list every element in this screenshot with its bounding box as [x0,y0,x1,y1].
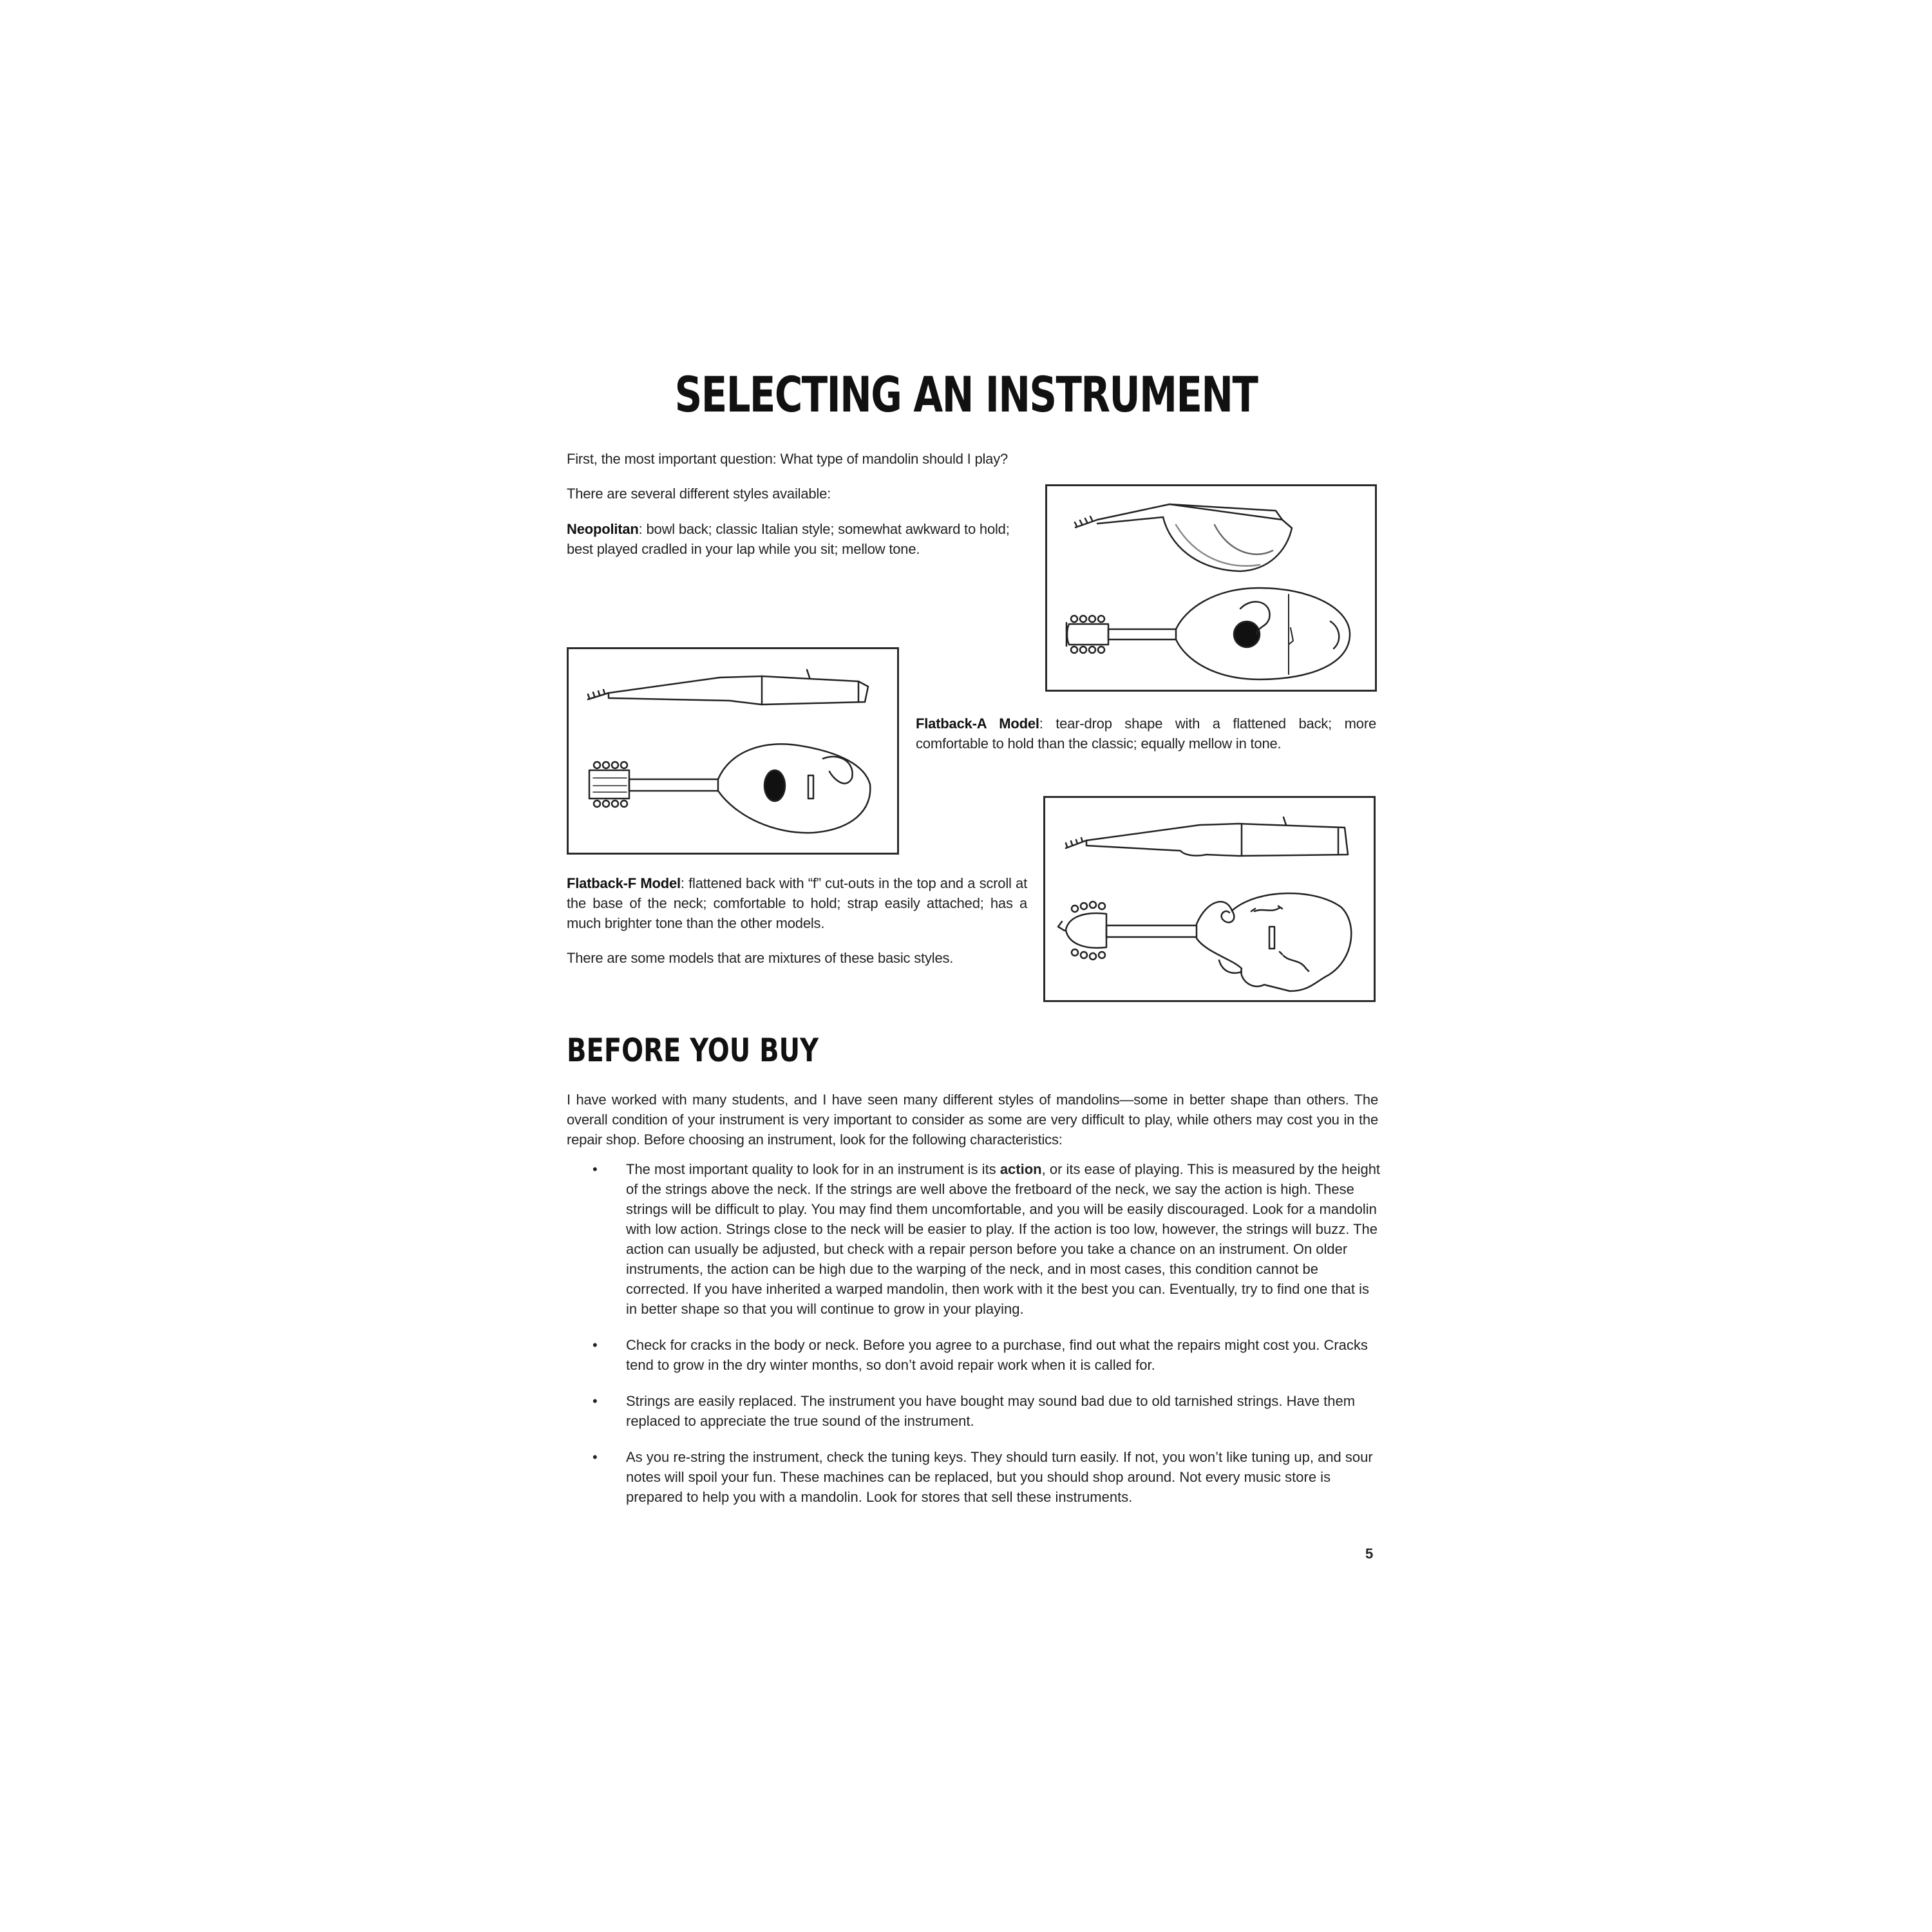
list-item: • As you re-string the instrument, check the tuning keys. They should turn easily. If not, you won’t like tuning up, and sour notes will spoil your fun. These machines can be replaced, but you should shop around. Not every music store is prepared to help you with a mandolin. Look for stores that sell these instruments. [592,1447,1381,1507]
flatback-f-text: : flattened back with “f” cut-outs in the top and a scroll at the base of the neck; comfortable to hold; strap easily attached; has a much brighter tone than the other models. [567,875,1027,931]
action-term: action [999,1161,1042,1177]
flatback-f-name: Flatback-F Model [567,875,681,891]
list-item: • The most important quality to look for in an instrument is its action, or its ease of playing. This is measured by the height of the strings above the neck. If the strings are well above the fretboard of the neck, we say the action is high. These strings will be difficult to play. You may find them uncomfortable, and you will be easily discouraged. Look for a mandolin with low action. Strings close to the neck will be easier to play. If the action is too low, however, the strings will buzz. The action can usually be adjusted, but check with a repair person before you take a chance on an instrument. On older instruments, the action can be high due to the warping of the neck, and in most cases, this condition cannot be corrected. If you have inherited a warped mandolin, then work with it the best you can. Eventually, try to find one that is in better shape so that you will continue to grow in your playing. [592,1159,1381,1319]
flatback-f-mandolin-drawing [1045,798,1374,1000]
intro-question: First, the most important question: What type of mandolin should I play? [567,451,1009,467]
bullet-marker: • [592,1393,598,1409]
flatback-a-description [916,714,1376,753]
bullet-marker: • [592,1161,598,1177]
page-title: SELECTING AN INSTRUMENT [674,366,1258,423]
neapolitan-mandolin-drawing [1047,486,1375,690]
flatback-a-text: : tear-drop shape with a flattened back; more comfortable to hold than the classic; equally mellow in tone. [916,715,1376,752]
list-item: • Check for cracks in the body or neck. Before you agree to a purchase, find out what the repairs might cost you. Cracks tend to grow in the dry winter months, so don’t avoid repair work when it is called for. [592,1335,1381,1375]
neapolitan-text: : bowl back; classic Italian style; somewhat awkward to hold; best played cradled in your lap while you sit; mellow tone. [567,521,1010,557]
before-you-buy-heading: BEFORE YOU BUY [567,1032,819,1069]
flatback-a-name: Flatback-A Model [916,715,1039,732]
mixtures-note: There are some models that are mixtures of these basic styles. [567,950,954,966]
bullet-marker: • [592,1337,598,1353]
neapolitan-name: Neopolitan [567,521,639,537]
flatback-a-illustration [567,647,899,855]
intro-styles: There are several different styles available: [567,486,831,502]
before-you-buy-intro: I have worked with many students, and I have seen many different styles of mandolins—some in better shape than others. The overall condition of your instrument is very important to consider as some are very difficult to play, while others may cost you in the repair shop. Before choosing an instrument, look for the following characteristics: [567,1092,1378,1148]
flatback-f-illustration [1043,796,1376,1002]
neapolitan-description [567,519,1027,559]
list-item: • Strings are easily replaced. The instrument you have bought may sound bad due to old tarnished strings. Have them replaced to appreciate the true sound of the instrument. [592,1391,1381,1431]
characteristics-list [592,1159,1381,1523]
flatback-a-mandolin-drawing [569,649,897,853]
bullet-marker: • [592,1449,598,1465]
flatback-f-description [567,873,1027,933]
neapolitan-illustration [1045,484,1377,692]
page-number: 5 [1365,1546,1374,1562]
